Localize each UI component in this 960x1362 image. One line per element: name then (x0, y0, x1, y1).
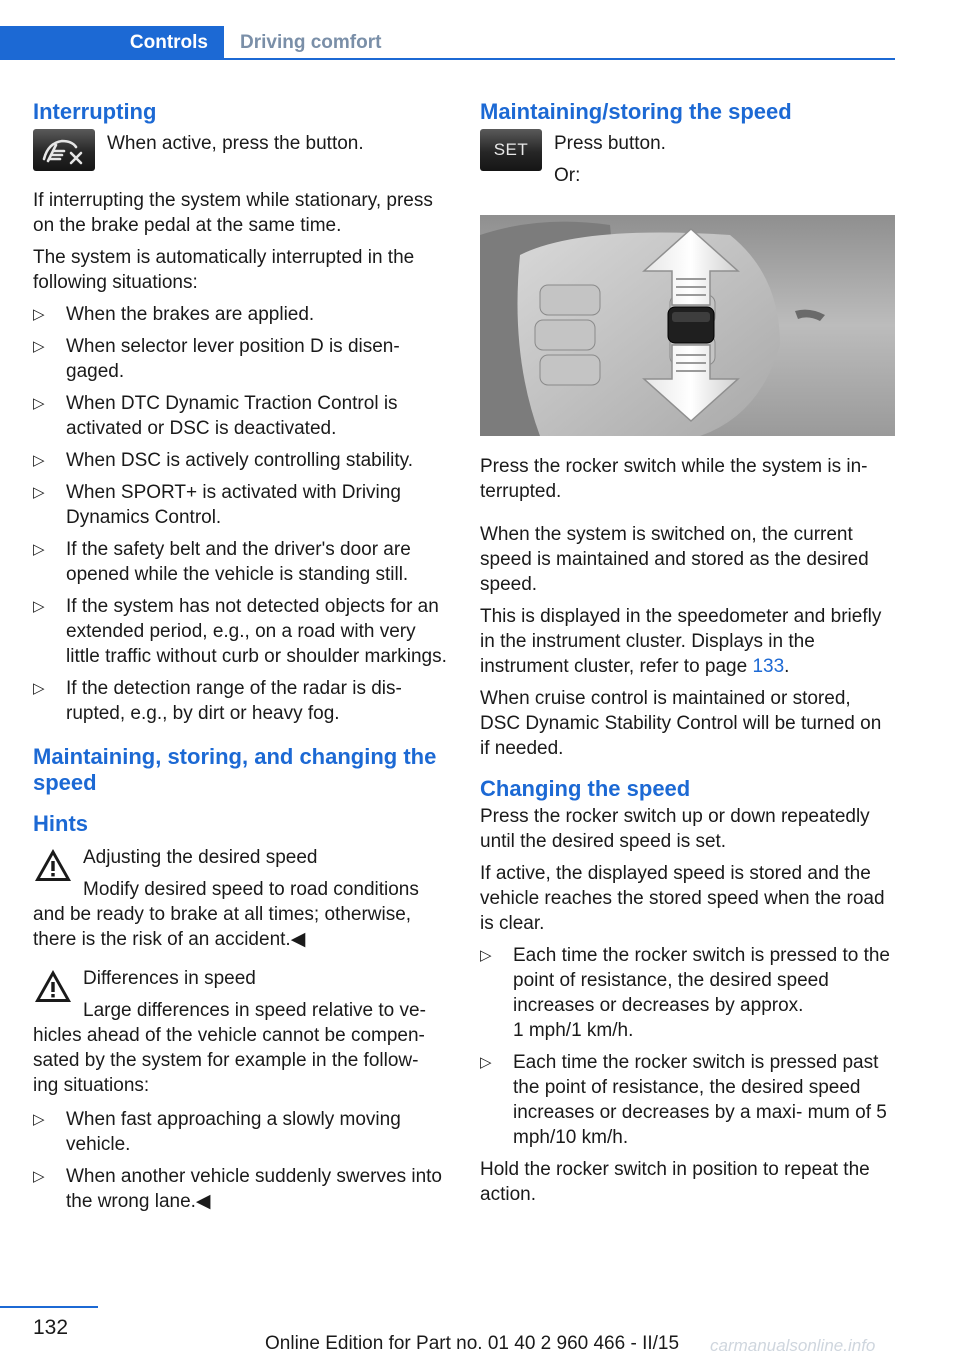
warning-triangle-icon (33, 847, 73, 883)
watermark: carmanualsonline.info (710, 1336, 876, 1355)
set-instruction (480, 129, 896, 189)
header-section-tab[interactable]: Controls (0, 26, 224, 60)
list-item: ▷ When DSC is actively controlling stability. (33, 450, 414, 471)
set-icon-text-or: Or: (554, 165, 581, 186)
paragraph: If interrupting the system while stationary, press on the brake pedal at the same time. (33, 190, 433, 236)
triangle-bullet-icon: ▷ (33, 598, 45, 615)
warning-body: Modify desired speed to road conditions and be ready to brake at all times; otherwise, there is the risk of an accident.◀ (33, 879, 419, 950)
triangle-bullet-icon: ▷ (480, 1054, 492, 1071)
list-item: ▷ When selector lever position D is disen‐ gaged. (33, 336, 400, 382)
warning-body: Large differences in speed relative to ve‐ hicles ahead of the vehicle cannot be compen‐ sated by the system for example in the follow‐ ing situations: (33, 1000, 426, 1096)
steering-wheel-rocker-switch-image (480, 215, 895, 436)
header-subsection-tab[interactable]: Driving comfort (240, 32, 382, 53)
triangle-bullet-icon: ▷ (33, 484, 45, 501)
paragraph: When cruise control is maintained or stored, DSC Dynamic Stability Control will be turned on if needed. (480, 688, 882, 759)
warning-triangle-icon (33, 968, 73, 1004)
page-header (0, 26, 895, 60)
triangle-bullet-icon: ▷ (33, 1168, 45, 1185)
list-item: ▷ Each time the rocker switch is pressed past the point of resistance, the desired speed increases or decreases by a maxi‐ mum of 5 mph/10 km/h. (480, 1052, 887, 1148)
rocker-switch-list (480, 943, 896, 1150)
triangle-bullet-icon: ▷ (33, 541, 45, 558)
triangle-bullet-icon: ▷ (33, 680, 45, 697)
triangle-bullet-icon: ▷ (33, 338, 45, 355)
triangle-bullet-icon: ▷ (33, 1111, 45, 1128)
list-item: ▷ If the safety belt and the driver's door are opened while the vehicle is standing still. (33, 539, 411, 585)
interrupt-instruction (33, 129, 449, 179)
left-column (33, 98, 449, 1224)
list-item: ▷ When DTC Dynamic Traction Control is activated or DSC is deactivated. (33, 393, 398, 439)
list-item: ▷ When fast approaching a slowly moving vehicle. (33, 1109, 401, 1155)
footer-rule (0, 1306, 98, 1308)
page-number: 132 (33, 1316, 69, 1339)
paragraph: Press the rocker switch while the system is in‐ terrupted. (480, 456, 868, 502)
paragraph: Press the rocker switch up or down repeatedly until the desired speed is set. (480, 806, 870, 852)
heading-maintaining: Maintaining, storing, and changing the speed (33, 744, 437, 795)
triangle-bullet-icon: ▷ (33, 452, 45, 469)
set-button-label: SET (493, 140, 529, 159)
list-item: ▷ If the detection range of the radar is dis‐ rupted, e.g., by dirt or heavy fog. (33, 678, 402, 724)
cruise-control-interrupt-icon (33, 129, 95, 171)
warning-differences-speed (33, 966, 449, 1098)
speed-difference-list (33, 1107, 449, 1214)
triangle-bullet-icon: ▷ (33, 306, 45, 323)
paragraph: When the system is switched on, the current speed is maintained and stored as the desired speed. (480, 524, 869, 595)
list-item: ▷ When the brakes are applied. (33, 304, 315, 325)
heading-maintaining-storing: Maintaining/storing the speed (480, 99, 792, 124)
paragraph: This is displayed in the speedometer and briefly in the instrument cluster. Displays in the instrument cluster, refer to page 133. (480, 606, 882, 677)
edition-text: Online Edition for Part no. 01 40 2 960 466 - II/15 (265, 1333, 680, 1354)
heading-interrupting: Interrupting (33, 99, 157, 124)
heading-changing-speed: Changing the speed (480, 776, 691, 801)
triangle-bullet-icon: ▷ (33, 395, 45, 412)
page-link[interactable]: 133 (752, 656, 785, 677)
interrupt-situations-list (33, 302, 449, 726)
list-item: ▷ Each time the rocker switch is pressed to the point of resistance, the desired speed increases or decreases by approx. 1 mph/1 km/h. (480, 945, 890, 1041)
list-item: ▷ When another vehicle suddenly swerves into the wrong lane.◀ (33, 1166, 442, 1212)
set-icon-text: Press button. (554, 133, 666, 154)
list-item: ▷ If the system has not detected objects for an extended period, e.g., on a road with very little traffic without curb or shoulder markings. (33, 596, 447, 667)
header-rule (224, 58, 895, 60)
list-item: ▷ When SPORT+ is activated with Driving Dynamics Control. (33, 482, 401, 528)
warning-adjusting-speed (33, 845, 449, 952)
paragraph: The system is automatically interrupted in the following situations: (33, 247, 415, 293)
heading-hints: Hints (33, 811, 88, 836)
triangle-bullet-icon: ▷ (480, 947, 492, 964)
paragraph: Hold the rocker switch in position to repeat the action. (480, 1159, 870, 1205)
set-button-icon (480, 129, 542, 171)
warning-title: Adjusting the desired speed (83, 847, 318, 868)
warning-title: Differences in speed (83, 968, 256, 989)
paragraph: If active, the displayed speed is stored and the vehicle reaches the stored speed when the road is clear. (480, 863, 885, 934)
right-column (480, 98, 896, 1214)
interrupt-icon-text: When active, press the button. (107, 133, 364, 154)
